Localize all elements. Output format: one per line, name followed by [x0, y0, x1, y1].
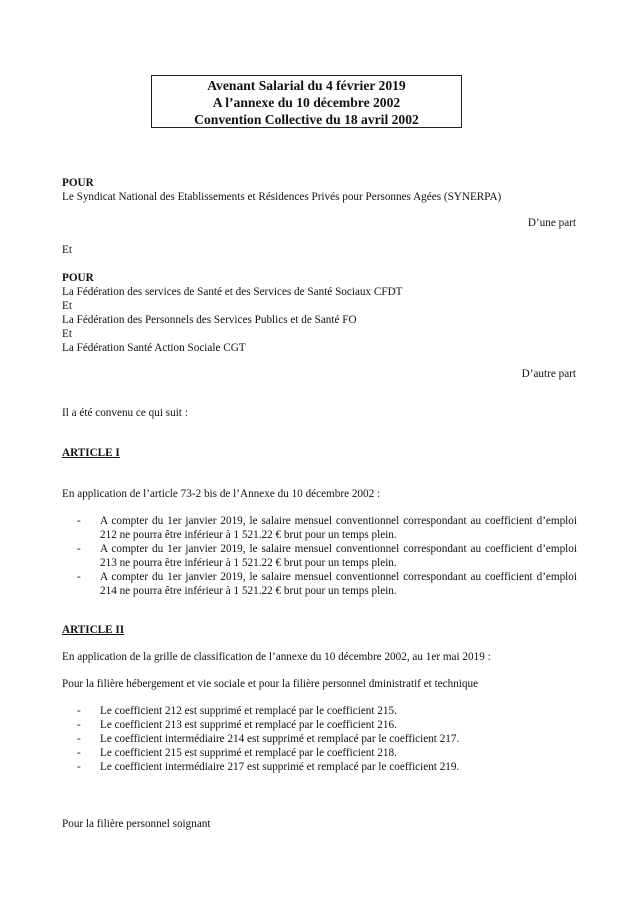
list-item-text: A compter du 1er janvier 2019, le salaire mensuel conventionnel correspondant au coefficient d’emploi 214 ne pourra être inférieur à 1 521.22 € brut pour un temps plein.: [100, 571, 577, 597]
bullet-dash: -: [77, 543, 81, 555]
article-1-title: ARTICLE I: [62, 447, 120, 459]
party2-et-2: Et: [62, 328, 72, 340]
article-2-list: [62, 704, 577, 774]
list-item: [62, 570, 577, 598]
list-item: [62, 542, 577, 570]
party1-side: D’une part: [527, 217, 576, 229]
party2-et-1: Et: [62, 300, 72, 312]
list-item-text: A compter du 1er janvier 2019, le salaire mensuel conventionnel correspondant au coefficient d’emploi 212 ne pourra être inférieur à 1 521.22 € brut pour un temps plein.: [100, 515, 577, 541]
party2-line-3: La Fédération Santé Action Sociale CGT: [62, 342, 246, 354]
list-item: [62, 704, 577, 718]
et-separator: Et: [62, 244, 72, 256]
intro-text: Il a été convenu ce qui suit :: [62, 407, 188, 419]
list-item-text: Le coefficient intermédiaire 214 est supprimé et remplacé par le coefficient 217.: [100, 733, 460, 745]
party2-line-2: La Fédération des Personnels des Services Publics et de Santé FO: [62, 314, 357, 326]
article-2-filiere-2: Pour la filière personnel soignant: [62, 818, 211, 830]
article-2-title: ARTICLE II: [62, 624, 125, 636]
bullet-dash: -: [77, 733, 81, 745]
bullet-dash: -: [77, 571, 81, 583]
list-item: [62, 514, 577, 542]
list-item: [62, 746, 577, 760]
title-box: [151, 75, 462, 128]
party1-pour: POUR: [62, 177, 94, 189]
title-line-1: Avenant Salarial du 4 février 2019: [207, 78, 406, 93]
bullet-dash: -: [77, 747, 81, 759]
bullet-dash: -: [77, 515, 81, 527]
list-item-text: Le coefficient 215 est supprimé et remplacé par le coefficient 218.: [100, 747, 397, 759]
party1-name: Le Syndicat National des Etablissements et Résidences Privés pour Personnes Agées (SYNERPA): [62, 191, 502, 203]
party2-pour: POUR: [62, 272, 94, 284]
bullet-dash: -: [77, 719, 81, 731]
list-item: [62, 718, 577, 732]
list-item: [62, 732, 577, 746]
title-line-2: A l’annexe du 10 décembre 2002: [212, 95, 401, 110]
article-2-filiere-1: Pour la filière hébergement et vie sociale et pour la filière personnel dministratif et technique: [62, 678, 479, 690]
party2-side: D’autre part: [521, 368, 576, 380]
list-item: [62, 760, 577, 774]
article-2-intro: En application de la grille de classification de l’annexe du 10 décembre 2002, au 1er mai 2019 :: [62, 651, 491, 663]
list-item-text: Le coefficient 212 est supprimé et remplacé par le coefficient 215.: [100, 705, 397, 717]
list-item-text: Le coefficient 213 est supprimé et remplacé par le coefficient 216.: [100, 719, 397, 731]
list-item-text: Le coefficient intermédiaire 217 est supprimé et remplacé par le coefficient 219.: [100, 761, 460, 773]
list-item-text: A compter du 1er janvier 2019, le salaire mensuel conventionnel correspondant au coefficient d’emploi 213 ne pourra être inférieur à 1 521.22 € brut pour un temps plein.: [100, 543, 577, 569]
bullet-dash: -: [77, 705, 81, 717]
title-line-3: Convention Collective du 18 avril 2002: [194, 112, 419, 127]
article-1-intro: En application de l’article 73-2 bis de l’Annexe du 10 décembre 2002 :: [62, 488, 381, 500]
article-1-list: [62, 514, 577, 598]
bullet-dash: -: [77, 761, 81, 773]
party2-line-1: La Fédération des services de Santé et des Services de Santé Sociaux CFDT: [62, 286, 403, 298]
